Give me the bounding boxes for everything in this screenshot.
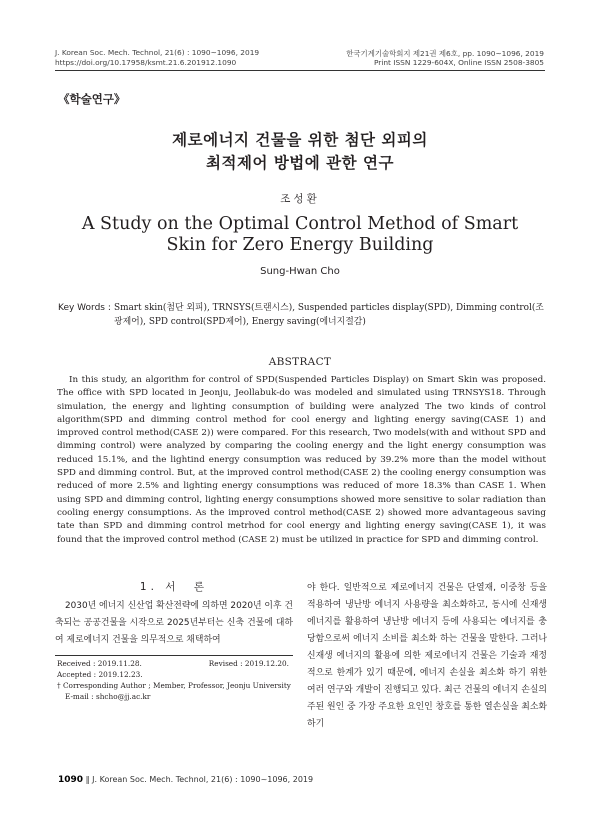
english-title: A Study on the Optimal Control Method of Smart Skin for Zero Energy Building bbox=[81, 214, 519, 255]
page-number: 1090 bbox=[58, 775, 84, 785]
abstract-text: In this study, an algorithm for control of SPD(Suspended Particles Display) on Smart Skin was proposed. The office with SPD located in Jeonju, Jeollabuk-do was modeled and simulated using TRNSYS18. Through simulation, the energy and lighting consumption of building were analyzed The two kinds of control algorithm(SPD and dimming control method for cool energy and lighting energy saving(CASE 1) and improved control method(CASE 2)) were compared. For this research, Two models(with and without SPD and dimming control) were analyzed by comparing the cooling energy and the light energy consumption was reduced 15.1%, and the lightind energy consumption was reduced by 39.2% more than the model without SPD and dimming control. But, at the improved control method(CASE 2) the cooling energy consumption was reduced of more 2.5% and lighting energy consumptions was reduced of more 18.3% than CASE 1. When using SPD and dimming control, lighting energy consumptions showed more sensitive to solar radiation than cooling energy consumptions. As the improved control method(CASE 2) showed more advantageous saving tate than SPD and dimming control metrhod for cool energy and lighting energy saving(CASE 1), it was found that the improved control method (CASE 2) must be utilized in practice for SPD and dimming control. bbox=[57, 375, 546, 545]
footer-divider-glyph: ‖ bbox=[85, 775, 93, 784]
author-email[interactable]: E-mail : shcho@jj.ac.kr bbox=[65, 692, 151, 701]
keywords-block bbox=[58, 302, 548, 329]
korean-author: 조성환 bbox=[280, 193, 320, 205]
keywords-text: Smart skin(첨단 외피), TRNSYS(트랜시스), Suspended particles display(SPD), Dimming control(조광제어), SPD control(SPD제어), Energy saving(에너지절감) bbox=[114, 303, 544, 327]
footer-journal: J. Korean Soc. Mech. Technol, 21(6) : 1090~1096, 2019 bbox=[92, 775, 314, 784]
doi-link[interactable]: https://doi.org/10.17958/ksmt.21.6.201912.1090 bbox=[55, 58, 237, 67]
section1-title: 1. 서 론 bbox=[139, 581, 209, 593]
header-divider bbox=[55, 70, 545, 71]
section-tag: 《학술연구》 bbox=[58, 92, 126, 106]
journal-citation-right: 한국기계기술학회지 제21권 제6호, pp. 1090~1096, 2019 bbox=[346, 49, 544, 58]
abstract-heading: ABSTRACT bbox=[268, 356, 332, 368]
body-paragraph-left: 2030년 에너지 신산업 확산전략에 의하면 2020년 이후 건축되는 공공건물을 시작으로 2025년부터는 신축 건물에 대하여 제로에너지 건물을 의무적으로 채택하여 bbox=[55, 601, 293, 645]
received-text: Received : 2019.11.28. bbox=[57, 659, 142, 668]
issn-text: Print ISSN 1229-604X, Online ISSN 2508-3805 bbox=[373, 58, 544, 67]
body-paragraph-right: 야 한다. 일반적으로 제로에너지 건물은 단열재, 이중창 등을 적용하여 냉난방 에너지 사용량을 최소화하고, 동시에 신재생 에너지를 활용하여 냉난방 에너지 등에 사용되는 에너지를 충당함으로써 에너지 소비를 최소화 하는 건물을 말한다. 그러나 신재생 에너지의 활용에 의한 제로에너지 건물은 기술과 재정적으로 한계가 있기 때문에, 에너지 손실을 최소화 하기 위한 여러 연구와 개발이 진행되고 있다. 최근 건물의 에너지 손실의 주된 원인 중 가장 주요한 요인인 창호를 통한 열손실을 최소화하기 bbox=[307, 583, 547, 729]
journal-citation-left: J. Korean Soc. Mech. Technol, 21(6) : 1090~1096, 2019 bbox=[55, 48, 260, 57]
revised-date: Revised : 2019.12.20. bbox=[208, 659, 289, 668]
corresponding-author: † Corresponding Author ; Member, Professor, Jeonju University bbox=[57, 681, 291, 690]
korean-title-line2: 최적제어 방법에 관한 연구 bbox=[206, 154, 394, 172]
english-author: Sung-Hwan Cho bbox=[260, 266, 340, 277]
korean-title-line1: 제로에너지 건물을 위한 첨단 외피의 bbox=[172, 131, 428, 149]
accepted-date: Accepted : 2019.12.23. bbox=[57, 670, 143, 679]
page-footer bbox=[58, 775, 313, 785]
keywords-label: Key Words : bbox=[58, 303, 111, 313]
received-date bbox=[57, 659, 293, 670]
footnote-divider bbox=[55, 655, 293, 656]
